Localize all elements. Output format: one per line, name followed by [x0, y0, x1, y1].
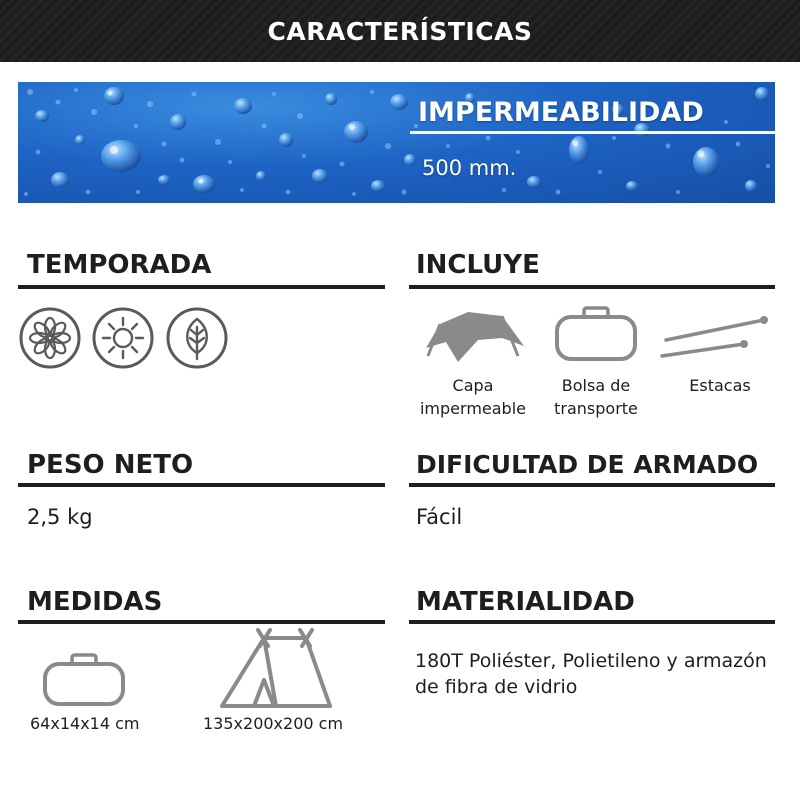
- includes-rule: [409, 285, 775, 289]
- dimensions-rule: [18, 620, 385, 624]
- material-title: MATERIALIDAD: [416, 587, 635, 617]
- stakes-label: Estacas: [689, 376, 751, 395]
- header-bar: [0, 0, 800, 62]
- bag-icon: [554, 305, 638, 363]
- stakes-icon: [660, 310, 770, 362]
- includes-item-tarp-label: [410, 374, 536, 420]
- waterproof-value: 500 mm.: [422, 156, 517, 180]
- weight-rule: [18, 483, 385, 487]
- difficulty-title: DIFICULTAD DE ARMADO: [416, 450, 759, 479]
- difficulty-rule: [409, 483, 775, 487]
- tarp-label: Capa impermeable: [419, 376, 526, 418]
- tarp-icon: [418, 308, 532, 366]
- includes-title: INCLUYE: [416, 250, 540, 280]
- weight-value: 2,5 kg: [27, 505, 93, 529]
- season-rule: [18, 285, 385, 289]
- bag-icon: [42, 652, 126, 708]
- bag-label: Bolsa de transporte: [554, 376, 638, 418]
- weight-title: PESO NETO: [27, 450, 194, 480]
- flower-icon: [19, 307, 81, 369]
- difficulty-value: Fácil: [416, 505, 463, 529]
- material-value: 180T Poliéster, Polietileno y armazón de fibra de vidrio: [415, 650, 767, 698]
- banner-divider: [410, 131, 775, 134]
- includes-item-bag-label: [540, 374, 652, 420]
- material-rule: [409, 620, 775, 624]
- leaf-icon: [166, 307, 228, 369]
- bag-dimensions: 64x14x14 cm: [30, 714, 140, 733]
- tent-icon: [216, 628, 334, 710]
- sun-icon: [92, 307, 154, 369]
- dimensions-title: MEDIDAS: [27, 587, 163, 617]
- season-title: TEMPORADA: [27, 250, 212, 280]
- includes-item-stakes-label: [670, 374, 770, 397]
- page-title: CARACTERÍSTICAS: [267, 16, 533, 46]
- waterproof-title: IMPERMEABILIDAD: [418, 97, 704, 128]
- tent-dimensions: 135x200x200 cm: [203, 714, 344, 733]
